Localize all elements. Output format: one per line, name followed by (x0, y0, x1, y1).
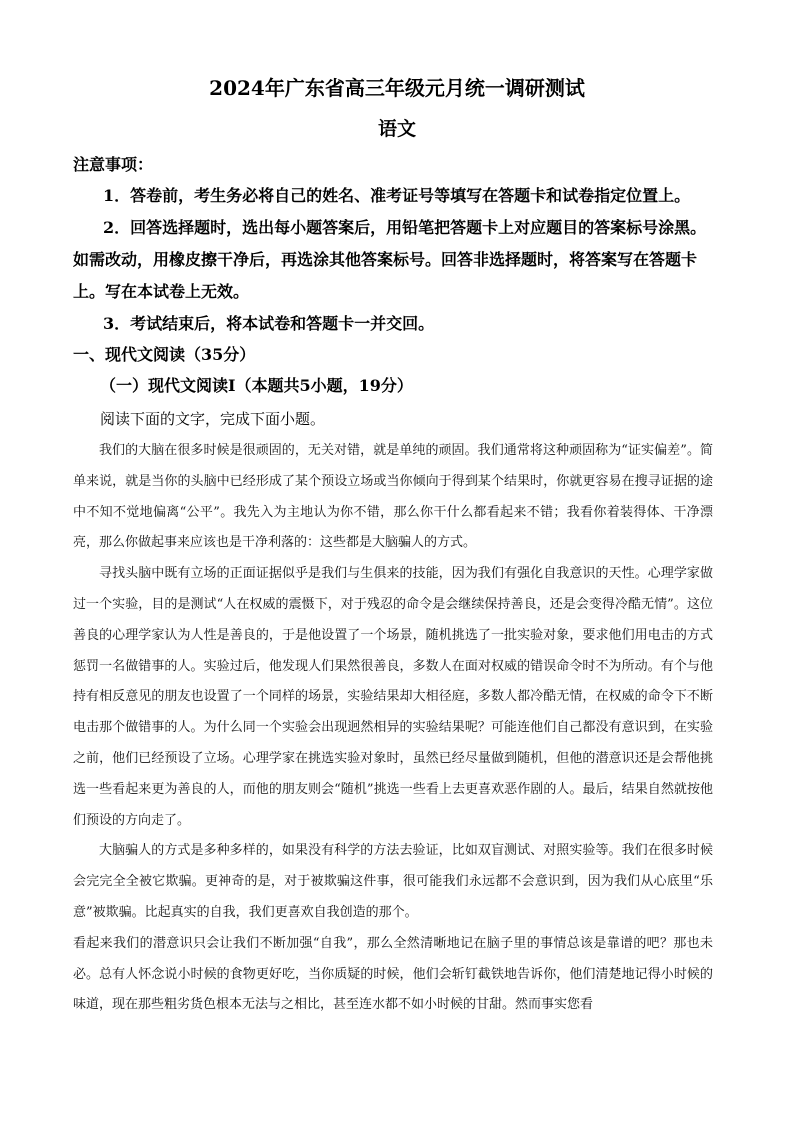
subject-title: 语文 (377, 118, 416, 140)
passage-paragraph-2: 寻找头脑中既有立场的正面证据似乎是我们与生俱来的技能，因为我们有强化自我意识的天性。心理学家做过一个实验，目的是测试“人在权威的震慑下，对于残忍的命令是会继续保持善良，还是会变得冷酷无情”。这位善良的心理学家认为人性是善良的，于是他设置了一个场景，随机挑选了一批实验对象，要求他们用电击的方式惩罚一名做错事的人。实验过后，他发现人们果然很善良，多数人在面对权威的错误命令时不为所动。有个与他持有相反意见的朋友也设置了一个同样的场景，实验结果却大相径庭，多数人都冷酷无情，在权威的命令下不断电击那个做错事的人。为什么同一个实验会出现迥然相异的实验结果呢？可能连他们自己都没有意识到，在实验之前，他们已经预设了立场。心理学家在挑选实验对象时，虽然已经尽量做到随机，但他的潜意识还是会帮他挑选一些看起来更为善良的人，而他的朋友则会“随机”挑选一些看上去更喜欢恶作剧的人。最后，结果自然就按他们预设的方向走了。 (73, 566, 713, 828)
notes-heading: 注意事项： (73, 155, 154, 174)
notes-item-3: 3．考试结束后，将本试卷和答题卡一并交回。 (103, 314, 435, 333)
notes-item-2-continued: 如需改动，用橡皮擦干净后，再选涂其他答案标号。回答非选择题时，将答案写在答题卡 (73, 250, 698, 269)
section-subheading: （一）现代文阅读Ⅰ（本题共5小题，19分） (100, 376, 413, 395)
notes-item-1: 1．答卷前，考生务必将自己的姓名、准考证号等填写在答题卡和试卷指定位置上。 (103, 186, 691, 205)
section-heading: 一、现代文阅读（35分） (73, 345, 256, 364)
exam-title: 2024年广东省高三年级元月统一调研测试 (209, 76, 585, 100)
passage-paragraph-4: 看起来我们的潜意识只会让我们不断加强“自我”，那么全然清晰地记在脑子里的事情总该是靠谱的吧？那也未必。总有人怀念说小时候的食物更好吃，当你质疑的时候，他们会斩钉截铁地告诉你，他们清楚地记得小时候的味道，现在那些粗劣货色根本无法与之相比，甚至连水都不如小时候的甘甜。然而事实您看 (73, 935, 713, 1013)
notes-item-2: 2．回答选择题时，选出每小题答案后，用铅笔把答题卡上对应题目的答案标号涂黑。 (103, 218, 707, 237)
passage-paragraph-1: 我们的大脑在很多时候是很顽固的，无关对错，就是单纯的顽固。我们通常将这种顽固称为“证实偏差”。简单来说，就是当你的头脑中已经形成了某个预设立场或当你倾向于得到某个结果时，你就更容易在搜寻证据的途中不知不觉地偏离“公平”。我先入为主地认为你不错，那么你干什么都看起来不错；我看你着装得体、干净漂亮，那么你做起事来应该也是干净利落的：这些都是大脑骗人的方式。 (73, 443, 713, 551)
reading-instruction: 阅读下面的文字，完成下面小题。 (100, 410, 326, 428)
passage-paragraph-3: 大脑骗人的方式是多种多样的，如果没有科学的方法去验证，比如双盲测试、对照实验等。我们在很多时候会完完全全被它欺骗。更神奇的是，对于被欺骗这件事，很可能我们永远都不会意识到，因为我们从心底里“乐意”被欺骗。比起真实的自我，我们更喜欢自我创造的那个。 (73, 843, 713, 920)
notes-item-2-end: 上。写在本试卷上无效。 (73, 282, 250, 301)
reading-passage (73, 436, 713, 1021)
